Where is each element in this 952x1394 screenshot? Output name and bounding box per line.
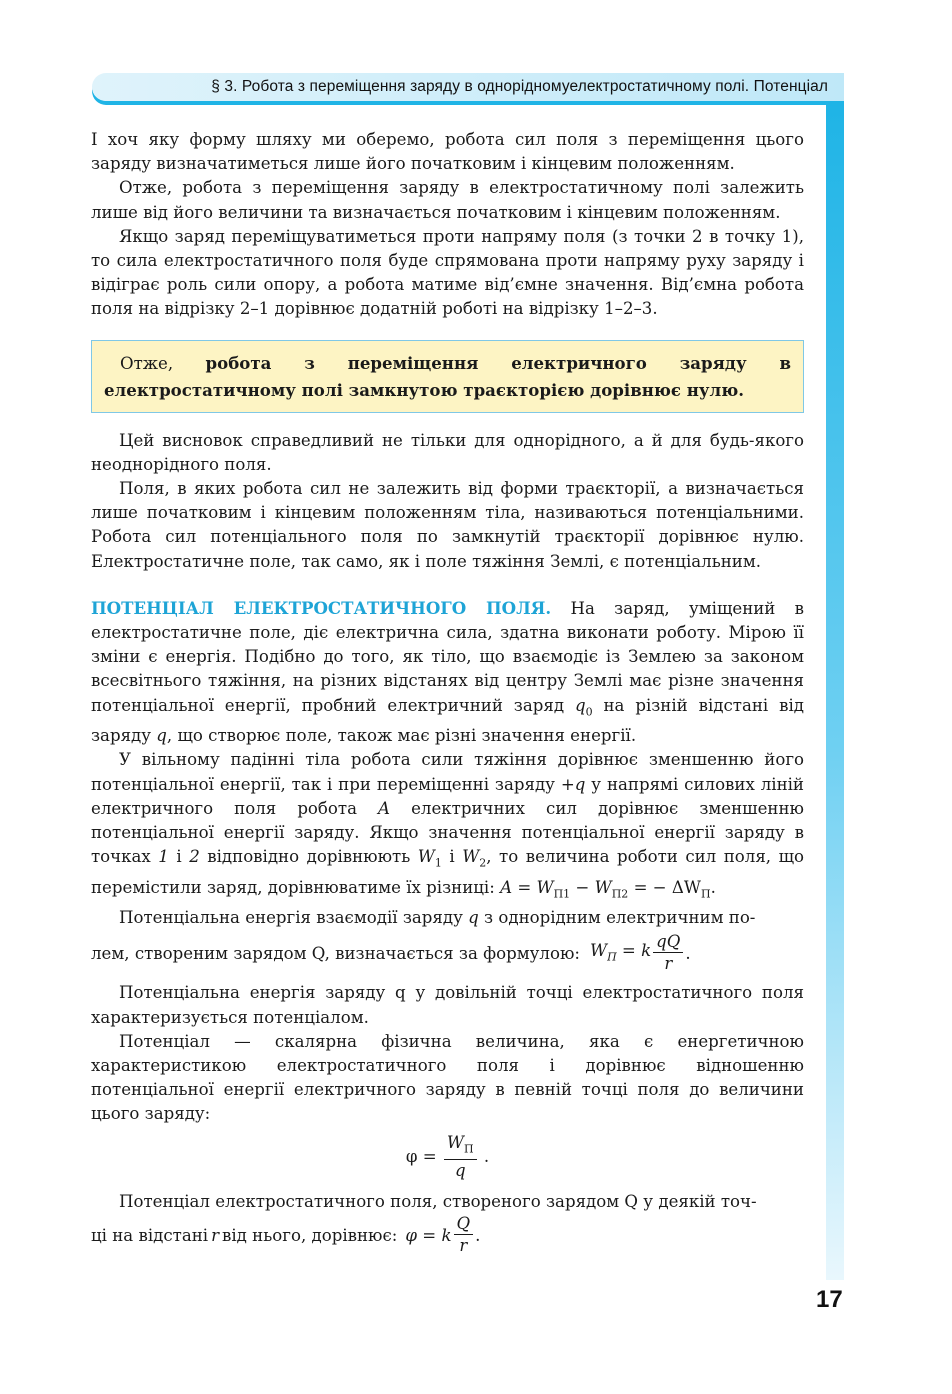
paragraph-potential-definition: Потенціал — скалярна фізична величина, яка є енергетичною характеристикою електростатичного поля і дорівнює відношенню потенціальної енергії електричного заряду в певній точці поля до величини цього заряду: <box>91 1031 804 1124</box>
section-paragraph: ПОТЕНЦІАЛ ЕЛЕКТРОСТАТИЧНОГО ПОЛЯ. На заряд, уміщений в електростатичне поле, діє електрична сила, здатна виконати роботу. Мірою її зміни є енергія. Подібно до того, як тіло, що взаємодіє із Землею за законом всесвітнього тяжіння, на різних відстанях від центру Землі має різне значення потенціальної енергії, пробний електричний заряд $q_0$ на різній відстані від заряду q, що створює поле, також має різні значення енергії. <box>91 597 804 746</box>
page-number: 17 <box>816 1286 843 1313</box>
work-formula: A = W <box>500 877 554 897</box>
potential-fraction: $\frac{W_П}{q}$ <box>444 1133 477 1182</box>
potential-formula: φ = $\frac{W_П}{q}$ . <box>405 1132 490 1180</box>
running-header <box>92 73 844 101</box>
paragraph: Поля, в яких робота сил не залежить від форми траєкторії, а визначається лише початковим і кінцевим положенням тіла, називаються потенціальними. Робота сил потенціального поля по замкнутій траєкторії дорівнює нулю. Електростатичне поле, так само, як і поле тяжіння Землі, є потенціальним. <box>91 479 804 571</box>
energy-formula: $W_П = k$ <box>590 940 652 963</box>
paragraph: Потенціальна енергія заряду q у довільній точці електростатичного поля характеризується потенціалом. <box>91 983 804 1027</box>
paragraph: Цей висновок справедливий не тільки для однорідного, а й для будь-якого неоднорідного поля. <box>91 430 804 474</box>
conclusion-text <box>104 350 791 404</box>
paragraph: Отже, робота з переміщення заряду в електростатичному полі залежить лише від його величини та визначається початковим і кінцевим положенням. <box>91 178 804 222</box>
paragraph-point-charge-line1: Потенціал електростатичного поля, створеного зарядом Q у деякій точ- <box>119 1191 757 1211</box>
point-charge-fraction: $\frac{Q}{r}$ <box>454 1214 474 1257</box>
running-header-title: § 3. Робота з переміщення заряду в однорідномуелектростатичному полі. Потенціал <box>211 78 828 95</box>
conclusion-lead: Отже, <box>120 353 206 373</box>
conclusion-box <box>91 340 804 413</box>
paragraph: Якщо заряд переміщуватиметься проти напряму поля (з точки 2 в точку 1), то сила електростатичного поля буде спрямована проти напряму руху заряду і відіграє роль сили опору, а робота матиме від’ємне значення. Від’ємна робота поля на відрізку 2–1 дорівнює додатній роботі на відрізку 1–2–3. <box>91 226 804 319</box>
page-content <box>91 128 804 1257</box>
energy-fraction: $\frac{qQ}{r}$ <box>653 932 683 975</box>
paragraph-energy-line1: Потенціальна енергія взаємодії заряду q з однорідним електричним по- <box>119 908 756 928</box>
paragraph: І хоч яку форму шляху ми оберемо, робота сил поля з переміщення цього заряду визначатиметься лише його початковим і кінцевим положенням. <box>91 130 804 174</box>
conclusion-bold: робота з переміщення електричного заряду в електростатичному полі замкнутою траєкторією дорівнює нулю. <box>104 352 791 400</box>
paragraph-work-energy: У вільному падінні тіла робота сили тяжіння дорівнює зменшенню його потенціальної енергії, так і при переміщенні заряду +q у напрямі силових ліній електричного поля робота A електричних сил дорівнює зменшенню потенціальної енергії заряду. Якщо значення потенціальної енергії заряду в точках 1 і 2 відповідно дорівнюють $W_1$ і $W_2$, то величина роботи сил поля, що перемістили заряд, дорівнюватиме їх різниці: $A = W_{П1} - W_{П2}$ = − $\Delta W_П$. <box>91 750 805 901</box>
energy-formula-line: лем, створеним зарядом Q, визначається за формулою: $W_П = k$ $\frac{qQ}{r}$ . <box>91 932 691 974</box>
side-accent-bar <box>826 104 844 1280</box>
point-charge-formula: φ = k <box>405 1225 452 1245</box>
section-title: ПОТЕНЦІАЛ ЕЛЕКТРОСТАТИЧНОГО ПОЛЯ. <box>91 597 552 618</box>
point-charge-formula-line: ці на відстані r від нього, дорівнює: φ = k $\frac{Q}{r}$ . <box>91 1214 481 1256</box>
